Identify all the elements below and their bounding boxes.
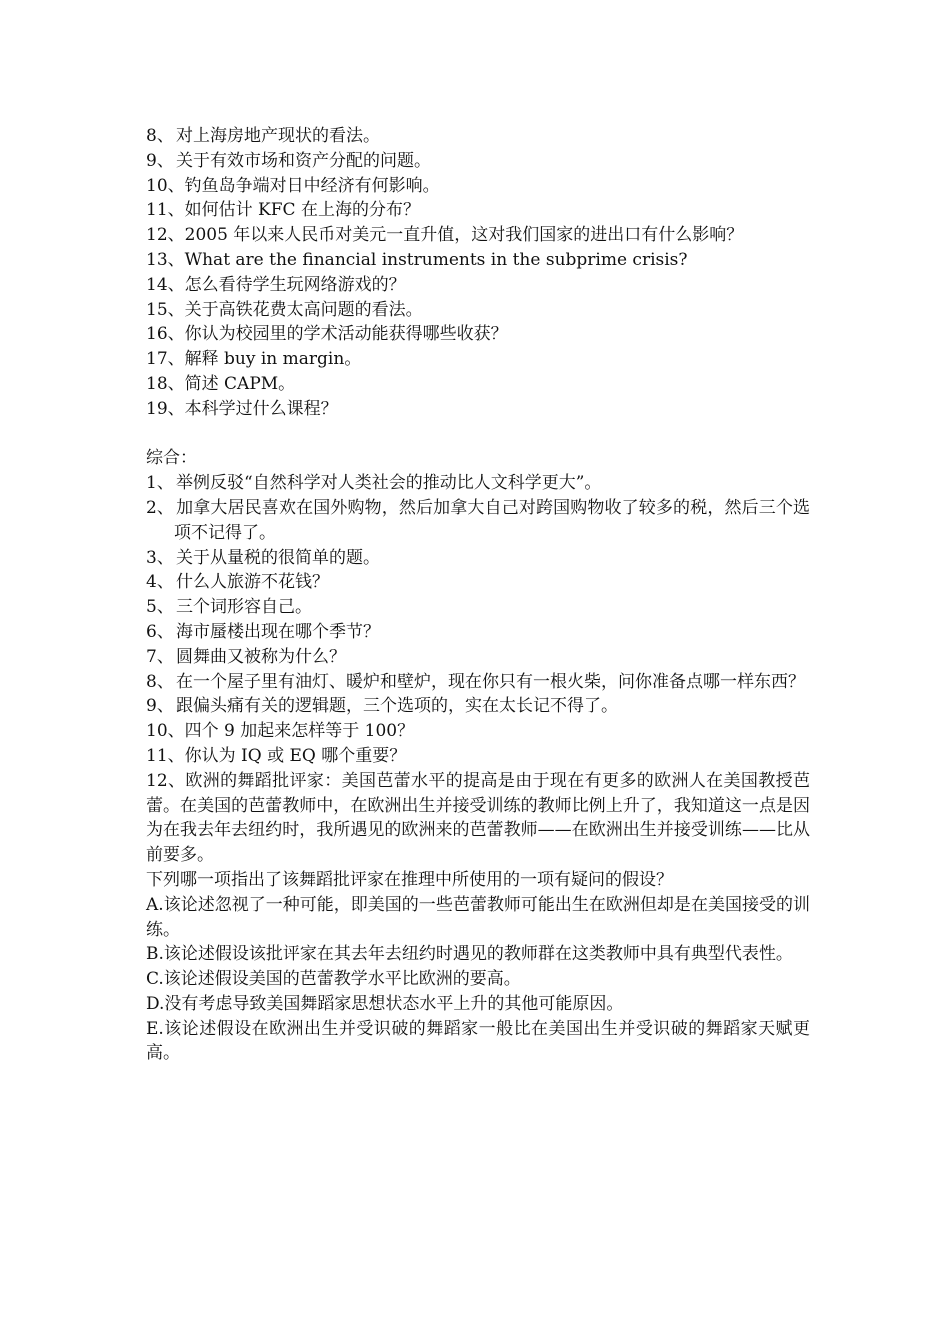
question-list-b xyxy=(146,471,810,769)
item-text: 什么人旅游不花钱？ xyxy=(176,572,329,593)
item-number: 9、 xyxy=(146,150,174,171)
option-a: A.该论述忽视了一种可能，即美国的一些芭蕾教师可能出生在欧洲但却是在美国接受的训练。 xyxy=(146,894,810,940)
item-number: 9、 xyxy=(146,696,174,717)
list-item: 17、解释 buy in margin。 xyxy=(146,349,362,370)
item-text: 对上海房地产现状的看法。 xyxy=(176,126,380,146)
list-item xyxy=(146,496,810,546)
question-12 xyxy=(146,769,810,1067)
blank-line xyxy=(146,422,810,447)
list-item: 10、钓鱼岛争端对日中经济有何影响。 xyxy=(146,175,440,196)
item-text: 三个词形容自己。 xyxy=(176,597,312,618)
list-item: 15、关于高铁花费太高问题的看法。 xyxy=(146,299,423,320)
question-12-prompt: 下列哪一项指出了该舞蹈批评家在推理中所使用的一项有疑问的假设？ xyxy=(146,869,673,890)
list-item: 12、2005 年以来人民币对美元一直升值，这对我们国家的进出口有什么影响？ xyxy=(146,225,744,246)
list-item: 18、简述 CAPM。 xyxy=(146,373,296,394)
item-number: 8、 xyxy=(146,126,174,146)
list-item xyxy=(146,670,810,695)
list-item: 11、你认为 IQ 或 EQ 哪个重要？ xyxy=(146,745,407,766)
section-title: 综合： xyxy=(146,448,197,469)
item-text: 在一个屋子里有油灯、暖炉和壁炉，现在你只有一根火柴，问你准备点哪一样东西？ xyxy=(176,671,805,692)
list-item xyxy=(146,124,810,149)
item-text: 跟偏头痛有关的逻辑题，三个选项的，实在太长记不得了。 xyxy=(176,696,618,717)
list-item xyxy=(146,546,810,571)
list-item xyxy=(146,595,810,620)
option-c: C.该论述假设美国的芭蕾教学水平比欧洲的要高。 xyxy=(146,969,521,990)
question-list-a xyxy=(146,124,810,422)
item-number: 3、 xyxy=(146,547,174,568)
item-text: 海市蜃楼出现在哪个季节？ xyxy=(176,621,380,642)
item-text: 关于有效市场和资产分配的问题。 xyxy=(176,150,431,171)
list-item xyxy=(146,694,810,719)
item-number: 4、 xyxy=(146,572,174,593)
item-text: 加拿大居民喜欢在国外购物，然后加拿大自己对跨国购物收了较多的税，然后三个选项不记得了。 xyxy=(174,497,810,543)
list-item xyxy=(146,620,810,645)
item-number: 8、 xyxy=(146,671,174,692)
list-item xyxy=(146,645,810,670)
list-item xyxy=(146,471,810,496)
item-number: 6、 xyxy=(146,621,174,642)
item-text: 关于从量税的很简单的题。 xyxy=(176,547,380,568)
list-item: 13、What are the financial instruments in the subprime crisis? xyxy=(146,249,688,270)
option-b: B.该论述假设该批评家在其去年去纽约时遇见的教师群在这类教师中具有典型代表性。 xyxy=(146,944,793,965)
item-number: 2、 xyxy=(146,497,174,518)
item-number: 5、 xyxy=(146,597,174,618)
item-text: 举例反驳“自然科学对人类社会的推动比人文科学更大”。 xyxy=(176,473,602,494)
list-item: 19、本科学过什么课程？ xyxy=(146,398,338,419)
list-item: 16、你认为校园里的学术活动能获得哪些收获？ xyxy=(146,324,508,345)
item-number: 1、 xyxy=(146,473,174,494)
option-e: E.该论述假设在欧洲出生并受识破的舞蹈家一般比在美国出生并受识破的舞蹈家天赋更高。 xyxy=(146,1018,810,1064)
list-item xyxy=(146,149,810,174)
list-item xyxy=(146,570,810,595)
item-text: 圆舞曲又被称为什么？ xyxy=(176,646,346,667)
option-d: D.没有考虑导致美国舞蹈家思想状态水平上升的其他可能原因。 xyxy=(146,993,624,1014)
document-page xyxy=(146,124,810,1066)
question-12-stem: 12、欧洲的舞蹈批评家：美国芭蕾水平的提高是由于现在有更多的欧洲人在美国教授芭蕾。在美国的芭蕾教师中，在欧洲出生并接受训练的教师比例上升了，我知道这一点是因为在我去年去纽约时，我所遇见的欧洲来的芭蕾教师——在欧洲出生并接受训练——比从前要多。 xyxy=(146,770,810,866)
list-item: 10、四个 9 加起来怎样等于 100？ xyxy=(146,721,415,742)
list-item: 11、如何估计 KFC 在上海的分布？ xyxy=(146,200,420,221)
list-item: 14、怎么看待学生玩网络游戏的？ xyxy=(146,274,406,295)
item-number: 7、 xyxy=(146,646,174,667)
